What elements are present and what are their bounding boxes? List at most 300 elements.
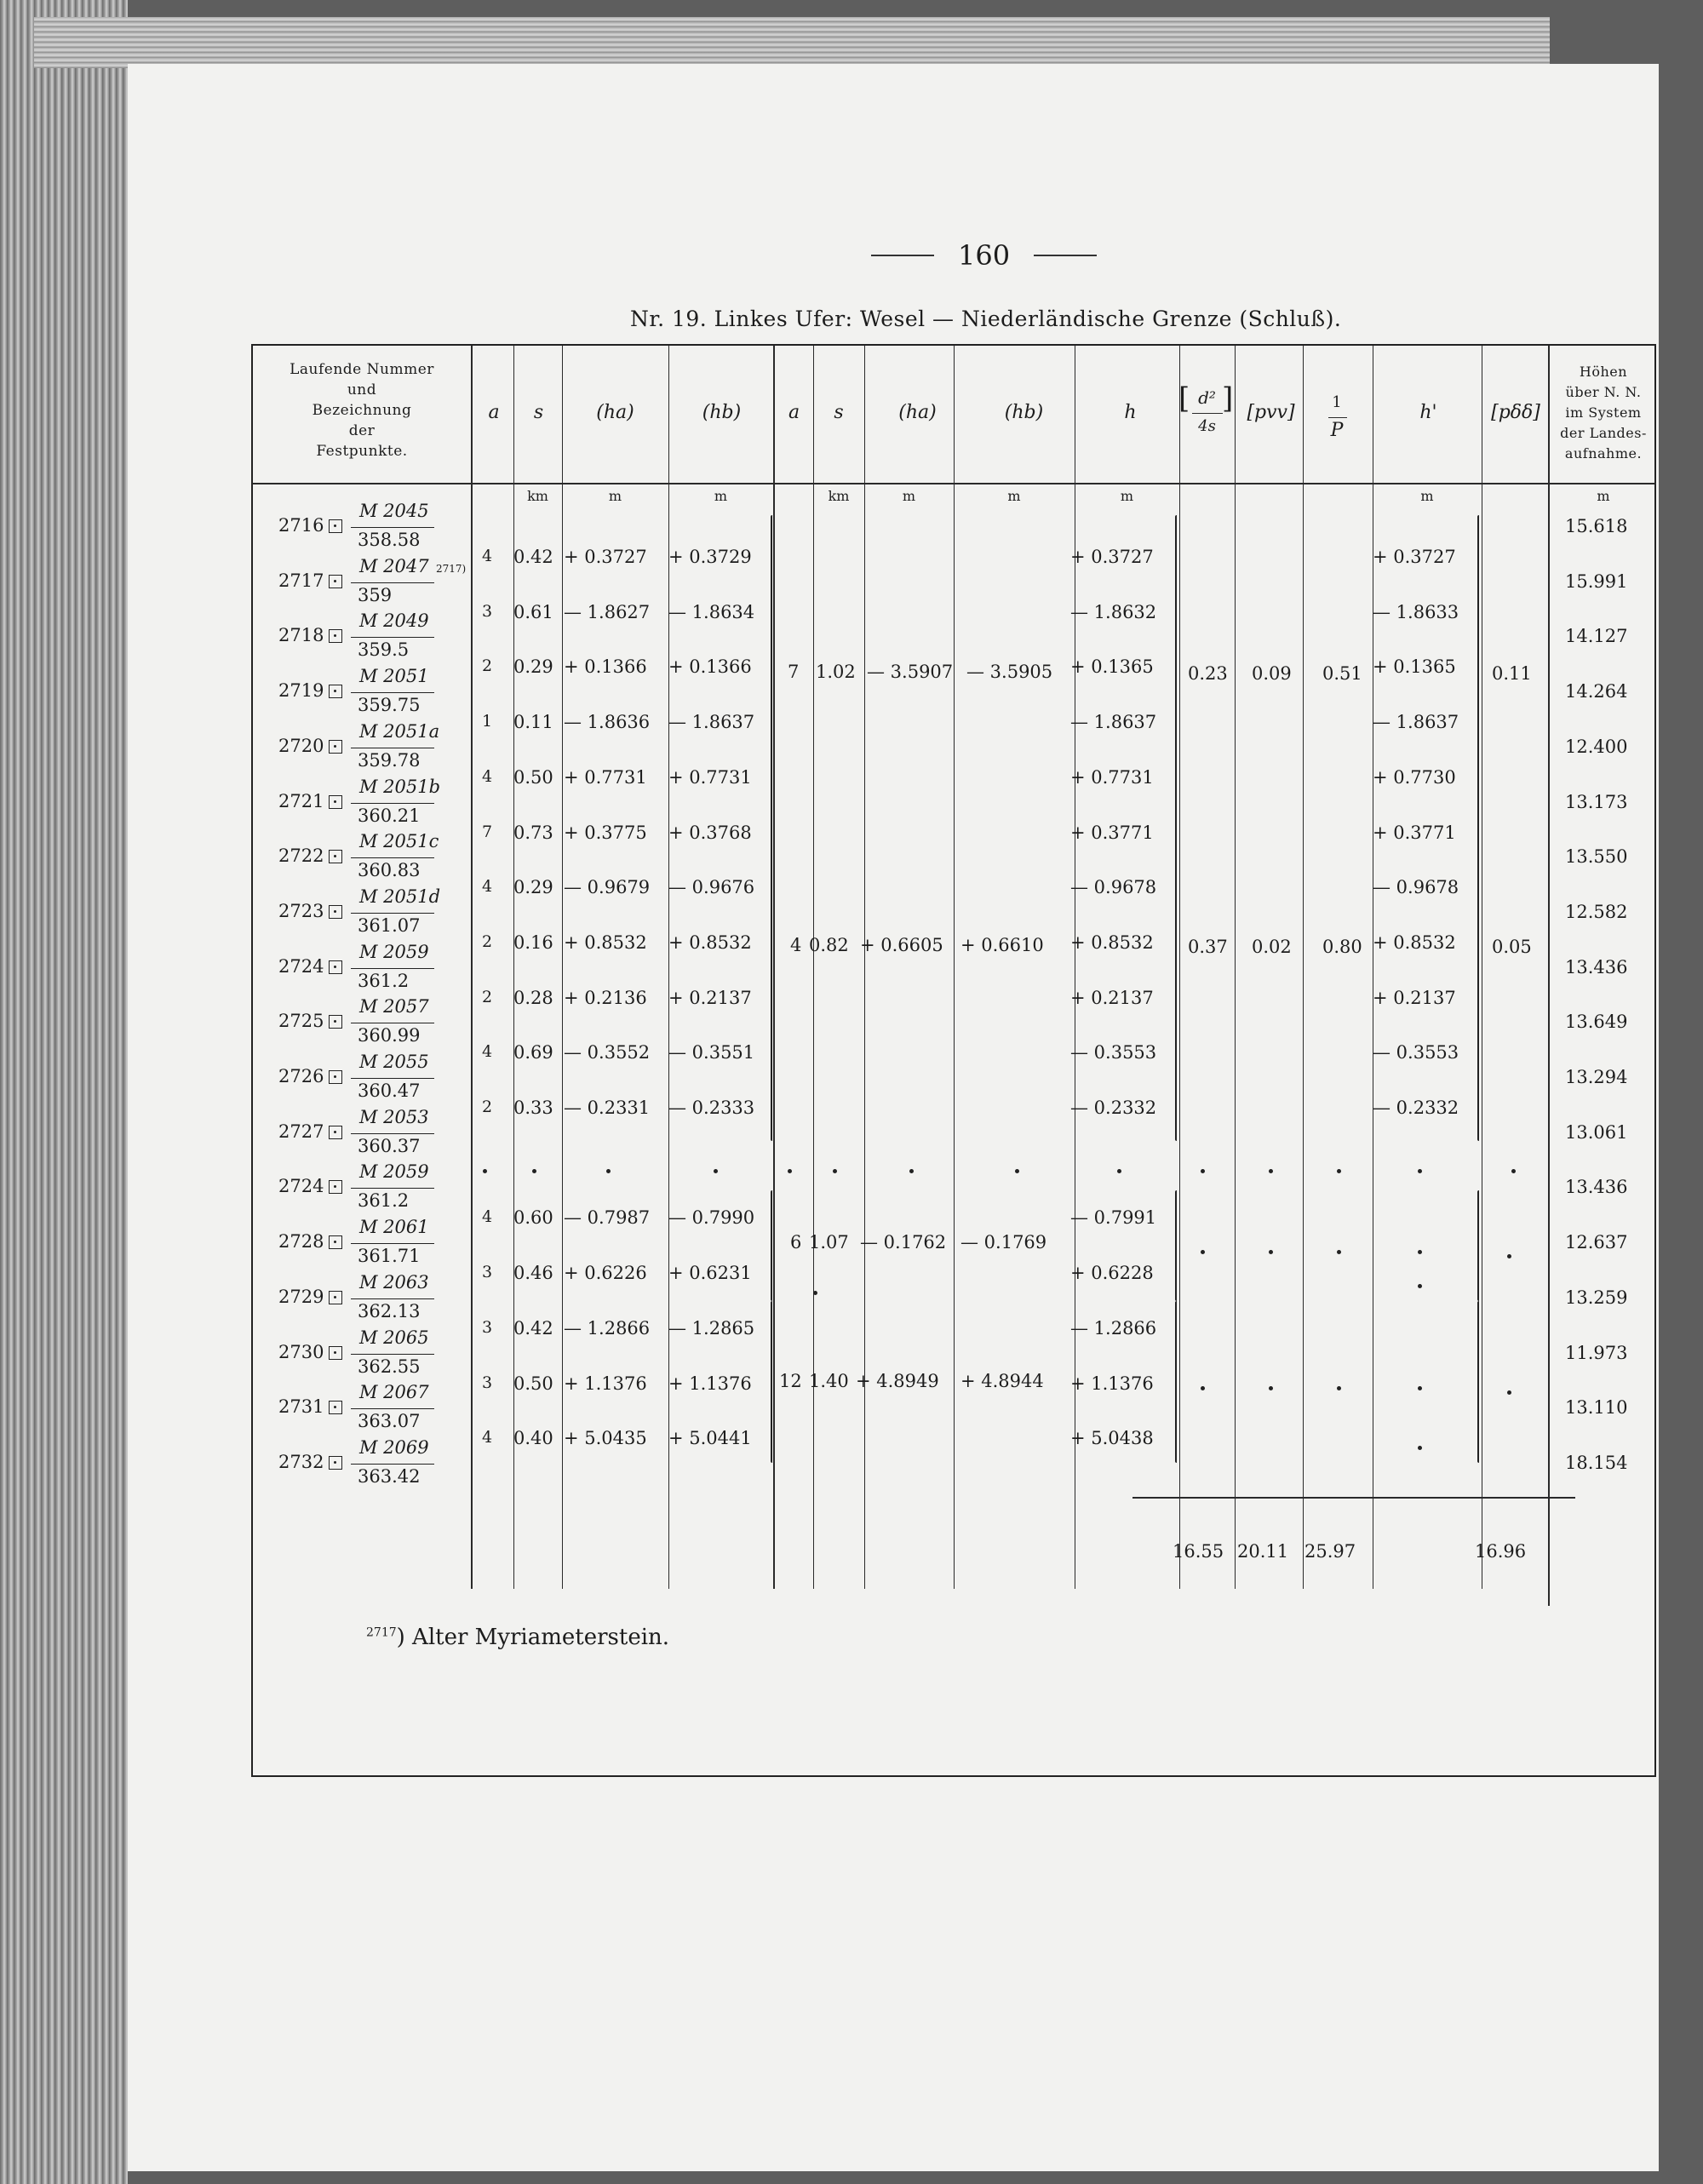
footnote-text: ) Alter Myriameterstein. <box>396 1625 670 1650</box>
group-brace-3-left <box>771 1190 779 1301</box>
section-a: 4 <box>482 766 493 786</box>
placeholder-dot <box>1507 1390 1511 1395</box>
benchmark-icon <box>329 1070 342 1084</box>
point-km: 361.2 <box>358 1190 410 1212</box>
group-2-p: 0.80 <box>1322 937 1362 957</box>
placeholder-dot <box>1337 1250 1341 1254</box>
header-s: s <box>533 402 544 423</box>
section-hb: + 0.7731 <box>668 766 752 788</box>
section-s: 0.50 <box>513 1373 553 1394</box>
section-hprime: — 0.2332 <box>1373 1098 1459 1118</box>
point-m-designation: M 2051b <box>359 776 441 797</box>
section-ha: — 0.7987 <box>564 1207 651 1229</box>
section-a: 2 <box>482 656 493 676</box>
group-2-pvv: 0.02 <box>1252 937 1292 957</box>
unit-h: m <box>1120 488 1134 504</box>
placeholder-dot <box>1269 1250 1273 1254</box>
header-hoehen-line: aufnahme. <box>1564 445 1643 461</box>
section-hb: + 5.0441 <box>668 1428 752 1449</box>
group-brace-4-hprime <box>1477 1301 1486 1463</box>
group-4-a: 12 <box>779 1371 802 1391</box>
group-3-ha: — 0.1762 <box>860 1232 947 1253</box>
total-p: 25.97 <box>1304 1541 1356 1562</box>
header-1p-bottom: P <box>1330 420 1344 441</box>
hoehe-value: 18.154 <box>1565 1452 1628 1473</box>
header-a: a <box>488 402 500 423</box>
placeholder-dot <box>1201 1250 1205 1254</box>
section-a: 2 <box>482 931 493 951</box>
page-number: 160 <box>958 239 1011 272</box>
header-ha: (ha) <box>596 402 634 423</box>
placeholder-dot <box>1418 1284 1422 1288</box>
fraction-line <box>351 1408 434 1409</box>
point-m-designation: M 2051c <box>359 831 439 852</box>
separator-dot <box>1511 1169 1516 1173</box>
section-hb: + 0.8532 <box>668 931 752 953</box>
hoehe-value: 13.550 <box>1565 846 1628 868</box>
placeholder-dot <box>1507 1254 1511 1258</box>
placeholder-dot <box>1337 1386 1341 1390</box>
unit-ha2: m <box>902 488 916 504</box>
section-h: — 1.2866 <box>1070 1317 1157 1338</box>
group-2-pdd: 0.05 <box>1492 937 1532 957</box>
header-pvv: [pvv] <box>1247 402 1295 423</box>
group-2-ha: + 0.6605 <box>860 935 943 955</box>
benchmark-icon <box>329 795 342 809</box>
section-ha: + 5.0435 <box>564 1428 647 1449</box>
hoehe-value: 13.294 <box>1565 1067 1628 1087</box>
section-a: 3 <box>482 601 493 621</box>
point-m-designation: M 2051 <box>359 666 429 687</box>
fraction-line <box>351 1298 434 1299</box>
point-m-designation: M 2067 <box>359 1382 429 1403</box>
point-number: 2720 <box>278 735 324 756</box>
section-h: + 0.2137 <box>1070 987 1154 1008</box>
point-m-designation: M 2049 <box>359 610 429 632</box>
section-hb: + 0.3768 <box>668 822 752 843</box>
rule-col-hb <box>668 346 669 1589</box>
point-number: 2730 <box>278 1341 324 1362</box>
fraction-line <box>351 1188 434 1189</box>
hoehe-value: 13.061 <box>1565 1121 1628 1143</box>
section-a: 1 <box>482 712 493 731</box>
section-ha: + 0.2136 <box>564 987 647 1008</box>
section-ha: — 1.8636 <box>564 712 651 733</box>
hoehe-value: 12.637 <box>1565 1232 1628 1253</box>
section-h: — 1.8632 <box>1070 601 1157 622</box>
section-a: 4 <box>482 1428 493 1447</box>
group-2-d2: 0.37 <box>1188 937 1228 957</box>
section-hb: — 0.2333 <box>668 1098 755 1118</box>
header-hoehen-line: der Landes- <box>1560 425 1647 441</box>
point-m-designation: M 2063 <box>359 1271 429 1293</box>
placeholder-dot <box>1418 1446 1422 1450</box>
benchmark-icon <box>329 519 342 533</box>
group-1-a: 7 <box>788 662 800 682</box>
header-h: h <box>1124 402 1137 423</box>
fraction-line <box>351 803 434 804</box>
point-m-designation: M 2059 <box>359 941 429 962</box>
point-km: 359 <box>358 584 393 605</box>
benchmark-icon <box>329 850 342 863</box>
unit-s2: km <box>828 488 850 504</box>
section-h: + 0.1365 <box>1070 656 1154 678</box>
point-m-designation: M 2045 <box>359 501 429 521</box>
unit-hb2: m <box>1007 488 1021 504</box>
rule-col-a <box>471 346 473 1589</box>
section-hprime: + 0.1365 <box>1373 656 1456 678</box>
section-ha: — 0.9679 <box>564 877 651 898</box>
group-brace-4-left <box>771 1301 779 1463</box>
group-brace-1-left <box>771 515 779 1141</box>
section-hprime: — 1.8637 <box>1373 712 1459 733</box>
section-hb: — 0.7990 <box>668 1207 755 1229</box>
section-a: 4 <box>482 1042 493 1062</box>
header-hoehen <box>1548 362 1659 464</box>
unit-s: km <box>527 488 548 504</box>
point-km: 360.99 <box>358 1025 421 1046</box>
point-number: 2724 <box>278 1176 324 1197</box>
point-km: 362.55 <box>358 1356 421 1377</box>
rule-col-pvv <box>1235 346 1236 1589</box>
benchmark-icon <box>329 1346 342 1360</box>
hoehe-value: 12.582 <box>1565 901 1628 922</box>
group-4-hb: + 4.8944 <box>960 1371 1044 1391</box>
rule-col-ha <box>562 346 563 1589</box>
benchmark-icon <box>329 740 342 754</box>
point-km: 359.75 <box>358 695 421 716</box>
dash-left <box>871 255 934 256</box>
section-hb: + 0.2137 <box>668 987 752 1008</box>
benchmark-icon <box>329 1456 342 1470</box>
placeholder-dot <box>1418 1250 1422 1254</box>
totals-rule <box>1132 1497 1575 1499</box>
group-1-ha: — 3.5907 <box>867 662 954 682</box>
group-2-a: 4 <box>790 935 802 955</box>
section-s: 0.42 <box>513 547 553 567</box>
group-brace-3-hprime <box>1477 1190 1486 1301</box>
point-km: 360.83 <box>358 860 421 881</box>
header-laufende-line: und <box>347 381 377 398</box>
point-m-designation: M 2053 <box>359 1106 429 1127</box>
point-km: 362.13 <box>358 1300 421 1321</box>
group-brace-1-h <box>1175 515 1184 1141</box>
section-hb: + 0.3729 <box>668 547 752 567</box>
section-hb: — 1.8637 <box>668 712 755 733</box>
header-a2: a <box>788 402 800 423</box>
fraction-line <box>351 582 434 583</box>
point-km: 360.21 <box>358 805 421 826</box>
separator-dot <box>483 1169 487 1173</box>
point-km: 360.37 <box>358 1135 421 1156</box>
benchmark-icon <box>329 1126 342 1139</box>
separator-dot <box>909 1169 914 1173</box>
fraction-line <box>351 637 434 638</box>
separator-dot <box>1015 1169 1019 1173</box>
section-ha: + 0.7731 <box>564 766 647 788</box>
point-number: 2723 <box>278 900 324 921</box>
separator-dot <box>1337 1169 1341 1173</box>
separator-dot <box>1418 1169 1422 1173</box>
section-a: 3 <box>482 1317 493 1337</box>
fraction-line <box>351 857 434 858</box>
total-pdd: 16.96 <box>1475 1541 1527 1562</box>
benchmark-icon <box>329 1180 342 1194</box>
section-h: + 0.8532 <box>1070 931 1154 953</box>
hoehe-value: 15.618 <box>1565 516 1628 536</box>
page-number-header <box>847 238 1121 272</box>
point-m-designation: M 2057 <box>359 996 429 1017</box>
header-laufende-line: Festpunkte. <box>316 443 408 460</box>
section-h: + 1.1376 <box>1070 1373 1154 1394</box>
point-km: 360.47 <box>358 1081 421 1101</box>
placeholder-dot <box>813 1291 817 1295</box>
point-km: 359.5 <box>358 639 410 661</box>
hoehe-value: 13.173 <box>1565 791 1628 812</box>
section-a: 4 <box>482 877 493 897</box>
section-hb: + 0.6231 <box>668 1263 752 1284</box>
point-number: 2721 <box>278 790 324 811</box>
fraction-line <box>351 968 434 969</box>
dash-right <box>1034 255 1097 256</box>
section-s: 0.73 <box>513 822 553 843</box>
section-hprime: + 0.8532 <box>1373 931 1456 953</box>
section-ha: — 1.2866 <box>564 1317 651 1338</box>
section-a: 2 <box>482 987 493 1006</box>
section-a: 4 <box>482 547 493 565</box>
header-d2-bottom: 4s <box>1198 417 1216 435</box>
separator-dot <box>1201 1169 1205 1173</box>
section-ha: — 1.8627 <box>564 601 651 622</box>
unit-ha: m <box>608 488 622 504</box>
section-a: 4 <box>482 1207 493 1227</box>
section-hb: — 1.8634 <box>668 601 755 622</box>
section-s: 0.50 <box>513 766 553 788</box>
fraction-line <box>351 527 434 528</box>
group-3-s: 1.07 <box>809 1232 849 1253</box>
section-s: 0.40 <box>513 1428 553 1449</box>
benchmark-icon <box>329 629 342 643</box>
point-km: 363.42 <box>358 1465 421 1487</box>
section-a: 7 <box>482 822 493 841</box>
section-h: + 0.3727 <box>1070 547 1154 567</box>
hoehe-value: 13.649 <box>1565 1012 1628 1033</box>
section-h: — 1.8637 <box>1070 712 1157 733</box>
group-3-hb: — 0.1769 <box>960 1232 1047 1253</box>
point-km: 359.78 <box>358 749 421 771</box>
point-m-designation: M 2059 <box>359 1161 429 1183</box>
header-d2-fraction-line <box>1192 413 1223 414</box>
point-number: 2726 <box>278 1066 324 1086</box>
separator-dot <box>606 1169 611 1173</box>
group-brace-4-h <box>1175 1301 1184 1463</box>
fraction-line <box>351 692 434 693</box>
placeholder-dot <box>1418 1386 1422 1390</box>
point-number: 2717 <box>278 570 324 591</box>
section-s: 0.60 <box>513 1207 553 1229</box>
footnote <box>366 1625 669 1650</box>
header-laufende-nummer <box>268 359 456 461</box>
unit-hb: m <box>714 488 728 504</box>
separator-dot <box>1117 1169 1121 1173</box>
section-h: + 0.3771 <box>1070 822 1154 843</box>
section-s: 0.29 <box>513 656 553 678</box>
section-hprime: — 0.9678 <box>1373 877 1459 898</box>
book-page-edges <box>0 0 128 2184</box>
section-h: + 5.0438 <box>1070 1428 1154 1449</box>
point-km: 361.71 <box>358 1246 421 1267</box>
separator-dot <box>788 1169 792 1173</box>
header-laufende-line: der <box>348 422 376 439</box>
point-m-designation: M 2047 <box>359 555 429 576</box>
section-hprime: — 0.3553 <box>1373 1042 1459 1063</box>
point-m-designation: M 2051a <box>359 720 440 742</box>
fraction-line <box>351 1078 434 1079</box>
separator-dot <box>833 1169 837 1173</box>
section-h: — 0.3553 <box>1070 1042 1157 1063</box>
section-a: 2 <box>482 1098 493 1116</box>
section-ha: + 1.1376 <box>564 1373 647 1394</box>
header-d2-bracket-right: ] <box>1222 381 1234 416</box>
header-hoehen-line: Höhen <box>1579 364 1628 380</box>
header-hb: (hb) <box>702 402 742 423</box>
section-h: + 0.6228 <box>1070 1263 1154 1284</box>
total-d2: 16.55 <box>1173 1541 1224 1562</box>
footnote-mark: 2717 <box>366 1625 397 1640</box>
hoehe-value: 13.259 <box>1565 1287 1628 1308</box>
group-4-s: 1.40 <box>809 1371 849 1391</box>
group-1-pdd: 0.11 <box>1492 663 1532 684</box>
section-s: 0.42 <box>513 1317 553 1338</box>
hoehe-value: 14.127 <box>1565 626 1628 647</box>
header-hoehen-line: über N. N. <box>1565 384 1642 400</box>
rule-col-hb2 <box>954 346 955 1589</box>
section-s: 0.33 <box>513 1098 553 1118</box>
fraction-line <box>351 913 434 914</box>
table-title: Nr. 19. Linkes Ufer: Wesel — Niederländische Grenze (Schluß). <box>630 307 1342 331</box>
separator-dot <box>532 1169 536 1173</box>
section-hprime: + 0.3771 <box>1373 822 1456 843</box>
header-1p-top: 1 <box>1332 393 1342 411</box>
section-hb: — 0.3551 <box>668 1042 755 1063</box>
point-number: 2718 <box>278 625 324 646</box>
hoehe-value: 13.436 <box>1565 956 1628 977</box>
header-hprime: h' <box>1419 402 1437 423</box>
section-s: 0.11 <box>513 712 553 733</box>
section-h: + 0.7731 <box>1070 766 1154 788</box>
group-1-pvv: 0.09 <box>1252 663 1292 684</box>
hoehe-value: 13.110 <box>1565 1397 1628 1419</box>
point-km: 361.07 <box>358 914 421 936</box>
separator-dot <box>1269 1169 1273 1173</box>
section-ha: + 0.1366 <box>564 656 647 678</box>
hoehe-value: 14.264 <box>1565 681 1628 702</box>
hoehe-value: 13.436 <box>1565 1177 1628 1198</box>
rule-col-s2 <box>813 346 814 1589</box>
fraction-line <box>351 1354 434 1355</box>
section-s: 0.69 <box>513 1042 553 1063</box>
separator-dot <box>714 1169 718 1173</box>
unit-hoehen: m <box>1597 488 1610 504</box>
section-s: 0.16 <box>513 931 553 953</box>
placeholder-dot <box>1269 1386 1273 1390</box>
unit-hprime: m <box>1420 488 1434 504</box>
header-1p-fraction-line <box>1328 417 1347 418</box>
section-hprime: — 1.8633 <box>1373 601 1459 622</box>
section-s: 0.46 <box>513 1263 553 1284</box>
group-4-ha: + 4.8949 <box>856 1371 939 1391</box>
group-3-a: 6 <box>790 1232 802 1253</box>
header-pdd: [pδδ] <box>1491 402 1540 423</box>
point-number: 2731 <box>278 1396 324 1418</box>
benchmark-icon <box>329 960 342 974</box>
section-hprime: + 0.7730 <box>1373 766 1456 788</box>
fraction-line <box>351 1133 434 1134</box>
point-m-designation: M 2065 <box>359 1327 429 1348</box>
header-hoehen-line: im System <box>1565 404 1642 421</box>
section-ha: + 0.3727 <box>564 547 647 567</box>
benchmark-icon <box>329 1291 342 1304</box>
group-2-hb: + 0.6610 <box>960 935 1044 955</box>
hoehe-value: 12.400 <box>1565 736 1628 757</box>
group-brace-1-hprime <box>1477 515 1486 1141</box>
benchmark-icon <box>329 685 342 698</box>
point-number: 2719 <box>278 680 324 702</box>
section-a: 3 <box>482 1263 493 1282</box>
benchmark-icon <box>329 905 342 919</box>
section-h: — 0.2332 <box>1070 1098 1157 1118</box>
group-1-s: 1.02 <box>816 662 856 682</box>
section-hb: — 1.2865 <box>668 1317 755 1338</box>
point-number: 2724 <box>278 955 324 977</box>
rule-col-1p <box>1303 346 1304 1589</box>
section-hb: + 1.1376 <box>668 1373 752 1394</box>
point-km: 358.58 <box>358 530 421 550</box>
section-ha: + 0.3775 <box>564 822 647 843</box>
benchmark-icon <box>329 1401 342 1414</box>
header-hb2: (hb) <box>1004 402 1044 423</box>
benchmark-icon <box>329 1235 342 1249</box>
group-1-hb: — 3.5905 <box>966 662 1053 682</box>
rule-col-hoehen <box>1548 346 1550 1606</box>
point-number: 2728 <box>278 1231 324 1253</box>
hoehe-value: 15.991 <box>1565 570 1628 592</box>
point-footnote-ref: 2717) <box>436 562 467 575</box>
group-1-p: 0.51 <box>1322 663 1362 684</box>
point-number: 2722 <box>278 846 324 867</box>
point-number: 2732 <box>278 1451 324 1472</box>
book-top-edge <box>34 17 1550 68</box>
header-laufende-line: Laufende Nummer <box>290 361 434 378</box>
section-h: — 0.7991 <box>1070 1207 1157 1229</box>
group-2-s: 0.82 <box>809 935 849 955</box>
section-ha: — 0.2331 <box>564 1098 651 1118</box>
point-km: 363.07 <box>358 1411 421 1432</box>
total-pvv: 20.11 <box>1237 1541 1289 1562</box>
point-m-designation: M 2051d <box>359 886 441 907</box>
section-ha: + 0.6226 <box>564 1263 647 1284</box>
group-1-d2: 0.23 <box>1188 663 1228 684</box>
rule-col-ha2 <box>864 346 865 1589</box>
section-s: 0.61 <box>513 601 553 622</box>
point-m-designation: M 2069 <box>359 1436 429 1458</box>
section-hprime: + 0.3727 <box>1373 547 1456 567</box>
section-s: 0.28 <box>513 987 553 1008</box>
group-brace-3-h <box>1175 1190 1184 1301</box>
point-m-designation: M 2061 <box>359 1217 429 1238</box>
fraction-line <box>351 1464 434 1465</box>
section-h: — 0.9678 <box>1070 877 1157 898</box>
